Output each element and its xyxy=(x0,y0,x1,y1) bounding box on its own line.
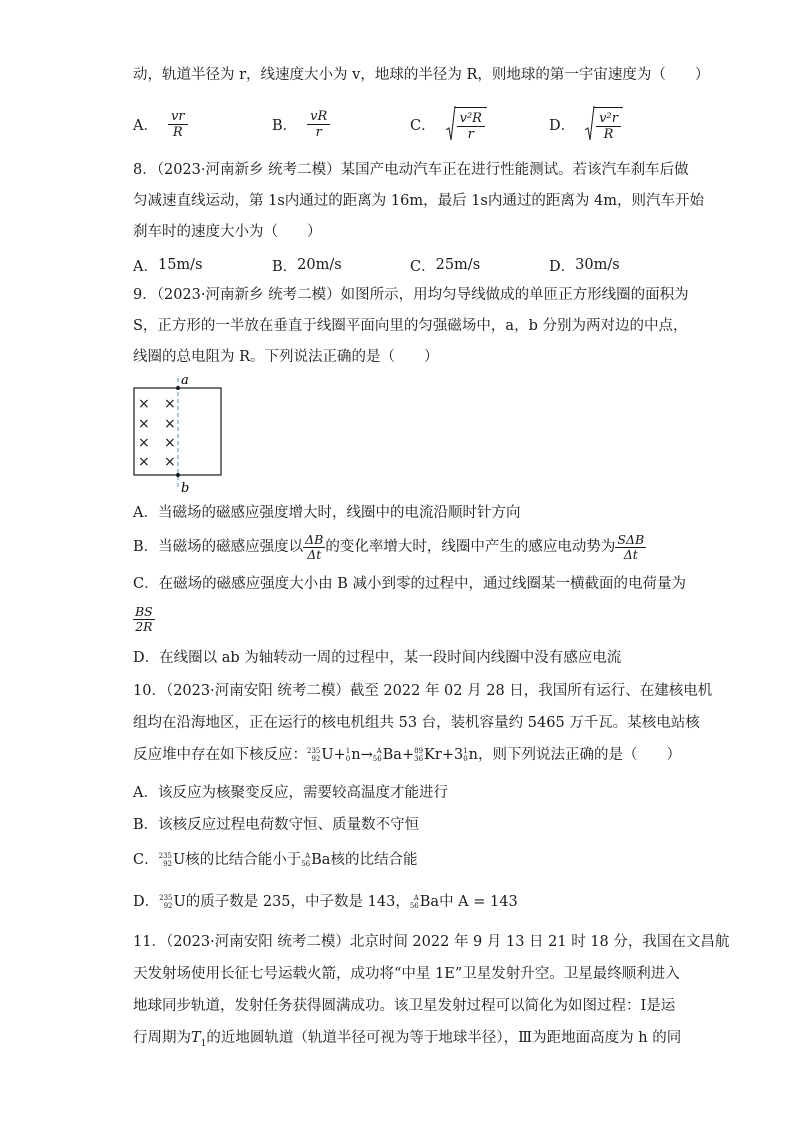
q10-option-b[interactable]: B．该核反应过程电荷数守恒、质量数不守恒 xyxy=(133,817,420,833)
symbol: U xyxy=(172,852,186,868)
q10-option-c[interactable] xyxy=(133,850,417,870)
denominator: r xyxy=(315,124,322,140)
atomic-number: 92 xyxy=(311,755,321,763)
numerator: SΔB xyxy=(617,531,645,547)
denominator: r xyxy=(467,126,474,142)
fraction xyxy=(133,605,155,634)
option-label: C． xyxy=(410,258,436,275)
q7-option-a[interactable] xyxy=(133,104,188,144)
symbol: n xyxy=(351,747,361,763)
q9-line-3: 线圈的总电阻为 R。下列说法正确的是（ ） xyxy=(133,349,439,365)
mass-number: 235 xyxy=(158,852,172,860)
atomic-number: 0 xyxy=(463,755,468,763)
option-text: 15m/s xyxy=(157,257,203,273)
mass-number: A xyxy=(305,852,311,860)
numerator: vR xyxy=(307,109,330,125)
q10-option-d[interactable] xyxy=(133,892,518,912)
line-text: 的近地圆轨道（轨道半径可视为等于地球半径），Ⅲ为距地面高度为 h 的同 xyxy=(206,1030,682,1046)
option-text: 中 A = 143 xyxy=(439,894,518,910)
point-b-dot xyxy=(176,473,180,477)
numerator: vr xyxy=(168,109,188,125)
option-text: 20m/s xyxy=(297,257,342,273)
option-label: D． xyxy=(549,258,576,275)
q8-option-c[interactable] xyxy=(410,245,480,285)
line-text: ，则下列说法正确的是（ ） xyxy=(478,747,682,763)
option-label: A． xyxy=(133,117,158,134)
atomic-number: 0 xyxy=(345,755,351,763)
mass-number: 235 xyxy=(307,747,321,755)
option-label: B． xyxy=(272,117,298,134)
mass-number: 1 xyxy=(345,747,351,755)
atomic-number: 92 xyxy=(163,860,172,868)
q8-option-a[interactable] xyxy=(133,245,203,285)
nuclide-kr xyxy=(414,745,442,765)
nuclide-ba xyxy=(373,745,402,765)
option-label: C． xyxy=(410,117,436,134)
q9-option-d[interactable]: D．在线圈以 ab 为轴转动一周的过程中，某一段时间内线圈中没有感应电流 xyxy=(133,650,622,666)
option-text: 的质子数是 235，中子数是 143， xyxy=(185,894,410,910)
label-a: a xyxy=(181,373,189,388)
numerator: BS xyxy=(135,603,153,619)
symbol: n xyxy=(468,747,479,763)
point-a-dot xyxy=(176,386,180,390)
magnetic-field-cross-icon: × xyxy=(164,454,176,470)
sqrt-radical xyxy=(446,106,487,142)
q11-line-3: 地球同步轨道，发射任务获得圆满成功。该卫星发射过程可以简化为如图过程：Ⅰ是运 xyxy=(133,998,676,1014)
q9-option-c-line-2 xyxy=(133,601,155,637)
atomic-number: 56 xyxy=(372,755,382,763)
plus-sign: + xyxy=(401,747,415,763)
sqrt-radical xyxy=(585,106,623,142)
q7-option-c[interactable] xyxy=(410,104,487,144)
q9-line-1: 9．（2023·河南新乡 统考二模）如图所示，用均匀导线做成的单匝正方形线圈的面积为 xyxy=(133,287,689,303)
q11-line-4 xyxy=(133,1028,681,1054)
option-label: B． xyxy=(272,258,298,275)
atomic-number: 36 xyxy=(414,755,424,763)
numerator: v²r xyxy=(596,111,621,127)
q11-line-2: 天发射场使用长征七号运载火箭，成功将“中星 1E”卫星发射升空。卫星最终顺利进入 xyxy=(133,966,680,982)
fraction xyxy=(596,111,621,142)
option-text: 核的比结合能 xyxy=(330,852,418,868)
fraction xyxy=(303,533,325,562)
denominator: R xyxy=(603,126,614,142)
option-label: A． xyxy=(133,258,158,275)
symbol: Ba xyxy=(311,852,331,868)
q7-stem-tail: 动，轨道半径为 r，线速度大小为 v，地球的半径为 R，则地球的第一宇宙速度为（ ） xyxy=(133,67,710,83)
atomic-number: 56 xyxy=(301,860,311,868)
numerator: ΔB xyxy=(305,531,324,547)
option-text: 25m/s xyxy=(435,257,481,273)
fraction xyxy=(457,111,485,142)
q9-option-b[interactable] xyxy=(133,529,646,565)
denominator: Δt xyxy=(307,546,322,562)
q9-option-a[interactable]: A．当磁场的磁感应强度增大时，线圈中的电流沿顺时针方向 xyxy=(133,505,521,521)
reaction-arrow-icon: → xyxy=(360,747,373,763)
numerator: v²R xyxy=(457,111,485,127)
q7-options xyxy=(133,104,693,144)
fraction xyxy=(307,109,330,140)
q11-line-1: 11．（2023·河南安阳 统考二模）北京时间 2022 年 9 月 13 日 21 时 18 分，我国在文昌航 xyxy=(133,934,730,950)
q9-option-c-line-1[interactable]: C．在磁场的磁感应强度大小由 B 减小到零的过程中，通过线圈某一横截面的电荷量为 xyxy=(133,576,686,592)
nuclide-neutron xyxy=(346,745,361,765)
atomic-number: 92 xyxy=(163,902,173,910)
magnetic-field-cross-icon: × xyxy=(164,396,176,412)
denominator: Δt xyxy=(623,546,638,562)
option-label: C． xyxy=(133,852,159,868)
nuclide-u235 xyxy=(159,892,186,912)
atomic-number: 56 xyxy=(409,902,419,910)
q10-line-2: 组均在沿海地区，正在运行的核电机组共 53 台，装机容量约 5465 万千瓦。某核电站核 xyxy=(133,715,700,731)
nuclide-u235 xyxy=(159,850,186,870)
q10-line-3 xyxy=(133,745,681,765)
nuclide-u235 xyxy=(307,745,334,765)
symbol: Kr xyxy=(424,747,442,763)
option-text: B．当磁场的磁感应强度以 xyxy=(133,539,304,555)
symbol: Ba xyxy=(419,894,440,910)
option-text: 核的比结合能小于 xyxy=(185,852,302,868)
fraction xyxy=(615,533,646,562)
magnetic-field-cross-icon: × xyxy=(164,435,176,451)
nuclide-ba xyxy=(410,892,439,912)
plus-sign: + xyxy=(441,747,454,763)
mass-number: 89 xyxy=(414,747,424,755)
symbol: U xyxy=(321,747,334,763)
label-b: b xyxy=(181,481,190,495)
mass-number: 1 xyxy=(463,747,468,755)
nuclide-ba xyxy=(301,850,330,870)
q10-option-a[interactable]: A．该反应为核聚变反应，需要较高温度才能进行 xyxy=(133,785,448,801)
subscript: 1 xyxy=(200,1038,207,1049)
mass-number: A xyxy=(376,747,382,755)
line-text: 反应堆中存在如下核反应： xyxy=(133,747,307,763)
magnetic-field-cross-icon: × xyxy=(138,416,150,432)
option-text: 的变化率增大时，线圈中产生的感应电动势为 xyxy=(325,539,616,555)
nuclide-neutron xyxy=(463,745,478,765)
q8-options xyxy=(133,245,693,281)
line-text: 行周期为 xyxy=(133,1030,191,1046)
q8-option-b[interactable] xyxy=(272,245,342,285)
q7-option-b[interactable] xyxy=(272,104,330,144)
period-symbol: T xyxy=(191,1030,201,1046)
denominator: R xyxy=(172,124,183,140)
q9-line-2: S，正方形的一半放在垂直于线圈平面向里的匀强磁场中，a，b 分别为两对边的中点， xyxy=(133,318,688,334)
q8-line-1: 8．（2023·河南新乡 统考二模）某国产电动汽车正在进行性能测试。若该汽车刹车后做 xyxy=(133,162,689,178)
magnetic-field-cross-icon: × xyxy=(138,435,150,451)
q7-option-d[interactable] xyxy=(549,104,623,144)
q8-line-3: 刹车时的速度大小为（ ） xyxy=(133,224,322,240)
magnetic-field-cross-icon: × xyxy=(138,454,150,470)
mass-number: 235 xyxy=(159,894,173,902)
coefficient: 3 xyxy=(453,747,464,763)
magnetic-field-cross-icon: × xyxy=(164,416,176,432)
fraction xyxy=(168,109,188,140)
q8-option-d[interactable] xyxy=(549,245,620,285)
symbol: Ba xyxy=(382,747,402,763)
option-text: 30m/s xyxy=(575,257,620,273)
coil-figure xyxy=(128,370,238,495)
q8-line-2: 匀减速直线运动，第 1s内通过的距离为 16m，最后 1s内通过的距离为 4m，则汽车开始 xyxy=(133,193,704,209)
symbol: U xyxy=(173,894,186,910)
mass-number: A xyxy=(413,894,419,902)
option-label: D． xyxy=(133,894,160,910)
magnetic-field-cross-icon: × xyxy=(138,396,150,412)
option-label: D． xyxy=(549,117,576,134)
plus-sign: + xyxy=(333,747,346,763)
q10-line-1: 10．（2023·河南安阳 统考二模）截至 2022 年 02 月 28 日，我国所有运行、在建核电机 xyxy=(133,683,713,699)
denominator: 2R xyxy=(135,618,153,634)
